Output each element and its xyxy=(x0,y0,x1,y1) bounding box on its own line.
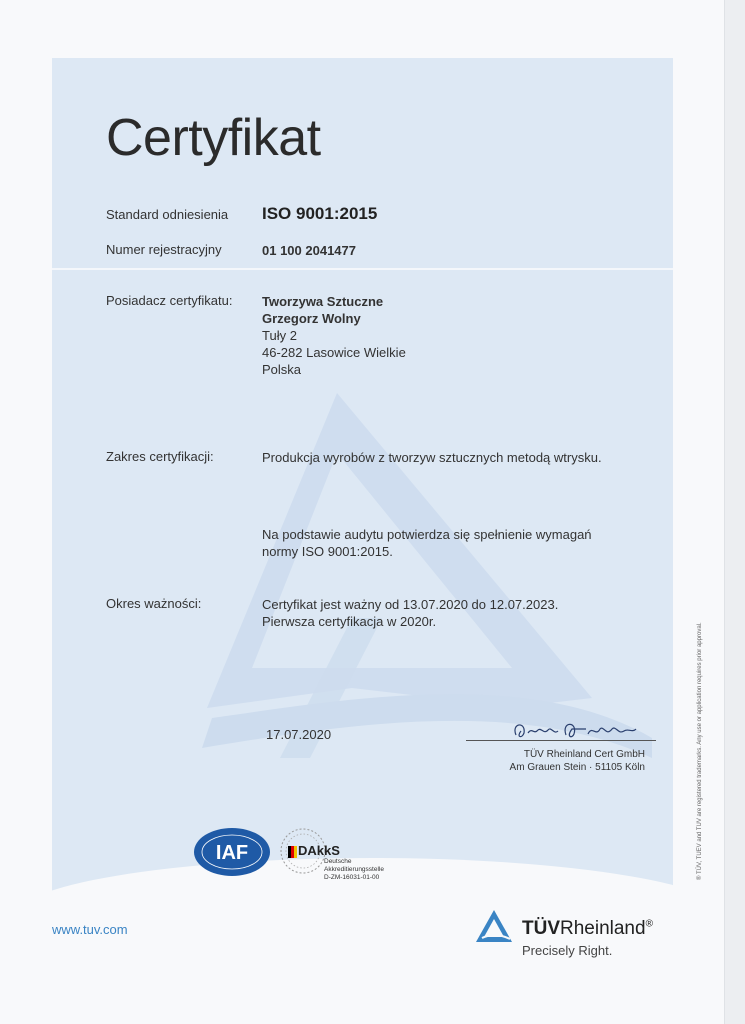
registration-label: Numer rejestracyjny xyxy=(106,242,222,257)
registration-value: 01 100 2041477 xyxy=(262,243,356,258)
dakks-line-1: Deutsche xyxy=(324,858,352,865)
tuv-triangle-logo xyxy=(474,908,514,944)
holder-country: Polska xyxy=(262,362,302,377)
section-divider xyxy=(52,268,673,270)
validity-value xyxy=(262,596,558,630)
tuv-brand xyxy=(522,918,653,940)
holder-address xyxy=(262,293,406,378)
validity-line-2: Pierwsza certyfikacja w 2020r. xyxy=(262,614,437,629)
iaf-logo xyxy=(192,826,272,878)
scope-value: Produkcja wyrobów z tworzyw sztucznych metodą wtrysku. xyxy=(262,450,602,465)
holder-name-line2: Grzegorz Wolny xyxy=(262,311,361,326)
brand-tuv: TÜV xyxy=(522,918,560,939)
dakks-line-3: D-ZM-16031-01-00 xyxy=(324,874,380,881)
issue-date: 17.07.2020 xyxy=(266,727,332,742)
scope-label: Zakres certyfikacji: xyxy=(106,449,214,464)
website-url: www.tuv.com xyxy=(52,922,128,937)
blue-panel xyxy=(52,58,673,918)
certificate-title: Certyfikat xyxy=(106,109,321,167)
holder-name-line1: Tworzywa Sztuczne xyxy=(262,294,384,309)
issuer-address: Am Grauen Stein · 51105 Köln xyxy=(509,762,645,773)
standard-value: ISO 9001:2015 xyxy=(262,204,378,223)
dakks-line-2: Akkreditierungsstelle xyxy=(324,866,384,873)
audit-line-1: Na podstawie audytu potwierdza się spełnienie wymagań xyxy=(262,527,592,542)
holder-street: Tuły 2 xyxy=(262,328,297,343)
brand-rheinland: Rheinland xyxy=(560,918,646,939)
holder-label: Posiadacz certyfikatu: xyxy=(106,293,233,308)
trademark-note: ® TÜV, TUEV and TUV are registered trademarks. Any use or application requires prior approval. xyxy=(697,622,703,880)
holder-city: 46-282 Lasowice Wielkie xyxy=(262,345,406,360)
dakks-name: DAkkS xyxy=(298,843,340,858)
standard-label: Standard odniesienia xyxy=(106,207,229,222)
tuv-triangle-watermark xyxy=(52,58,673,918)
signature-line xyxy=(466,740,656,741)
audit-statement xyxy=(262,526,592,560)
validity-label: Okres ważności: xyxy=(106,596,202,611)
validity-line-1: Certyfikat jest ważny od 13.07.2020 do 12.07.2023. xyxy=(262,597,559,612)
iaf-text: IAF xyxy=(215,842,249,864)
tuv-tagline: Precisely Right. xyxy=(522,943,613,958)
page-edge xyxy=(724,0,745,1024)
brand-reg-mark: ® xyxy=(645,918,653,930)
audit-line-2: normy ISO 9001:2015. xyxy=(262,544,393,559)
dakks-details xyxy=(324,858,384,882)
issuer-block xyxy=(480,748,645,774)
issuer-name: TÜV Rheinland Cert GmbH xyxy=(523,749,645,760)
signature xyxy=(466,715,656,743)
